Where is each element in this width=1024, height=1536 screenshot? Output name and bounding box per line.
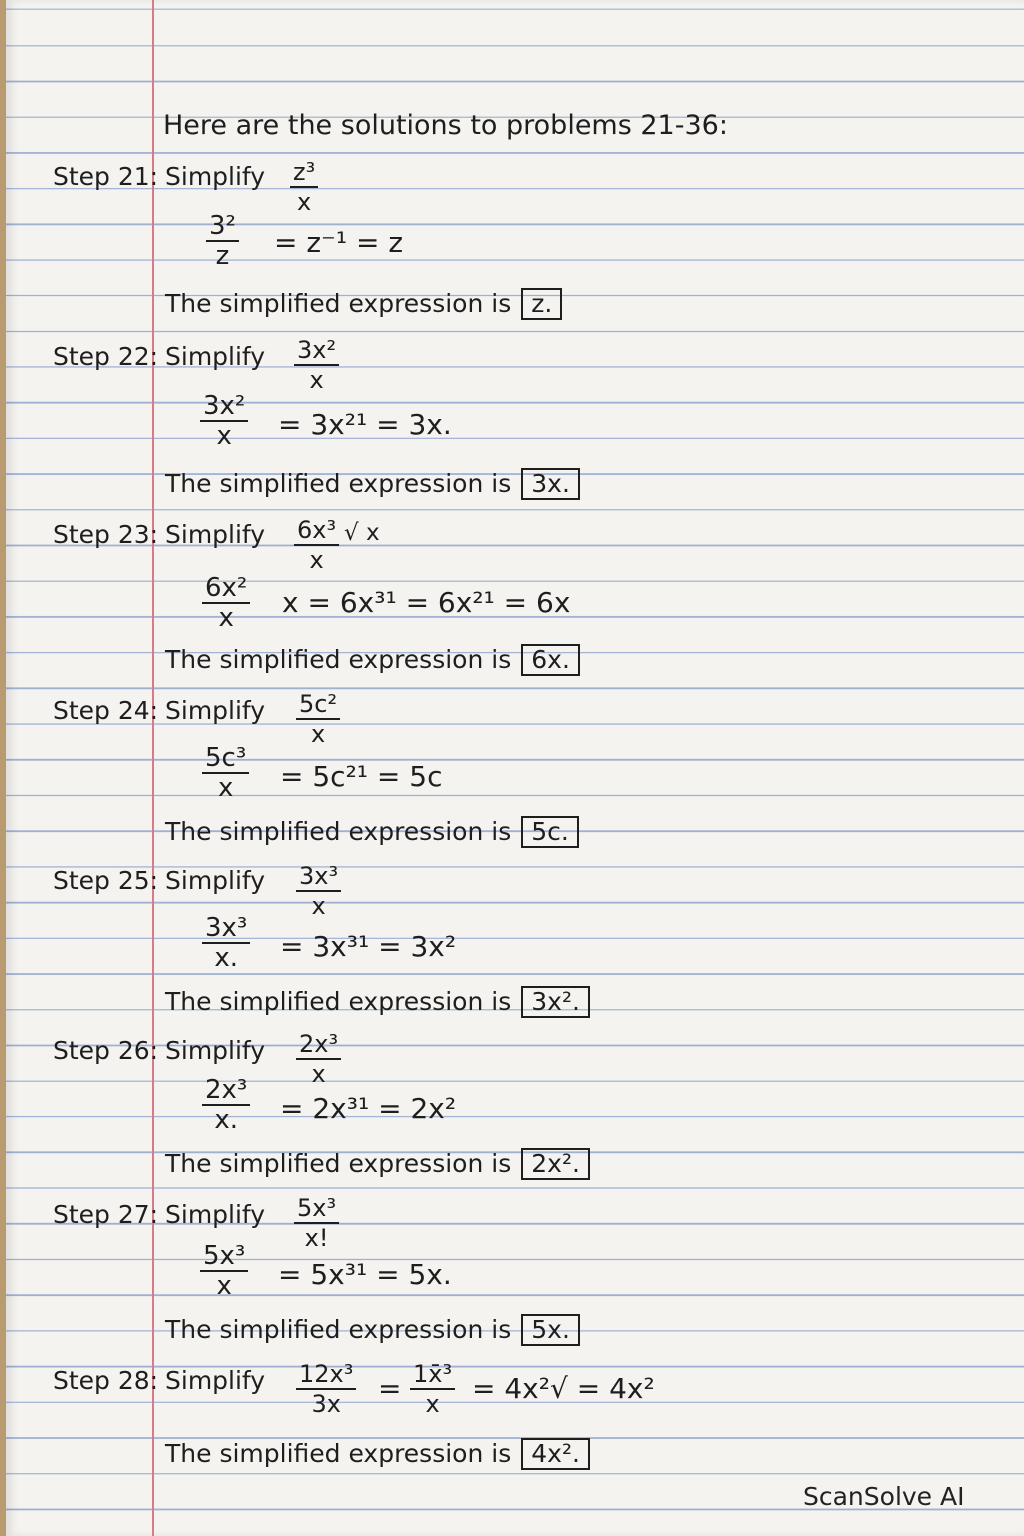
answer-box: 4x². <box>521 1438 590 1470</box>
problem-denominator: x <box>311 892 326 920</box>
problem-numerator: 3x³ <box>296 862 341 892</box>
simplify-text: Simplify <box>165 1366 266 1395</box>
simplify-text: Simplify <box>165 1200 266 1229</box>
work-denominator: x. <box>214 1105 238 1135</box>
work-equation: = 5c²¹ = 5c <box>280 760 443 793</box>
problem-fraction <box>294 1194 339 1252</box>
answer-box: 5x. <box>521 1314 580 1346</box>
problem-denominator: x! <box>304 1224 329 1252</box>
problem-denominator: x <box>311 1060 326 1088</box>
notebook-paper <box>6 0 1024 1536</box>
result-text: The simplified expression is <box>165 289 512 318</box>
work-equation: x = 6x³¹ = 6x²¹ = 6x <box>282 586 571 619</box>
work-numerator: 1x̄³ <box>410 1360 455 1390</box>
answer-box: 6x. <box>521 644 580 676</box>
work-equation: = 3x²¹ = 3x. <box>278 408 452 441</box>
problem-numerator: 2x³ <box>296 1030 341 1060</box>
result-text: The simplified expression is <box>165 1315 512 1344</box>
problem-denominator: x <box>309 366 324 394</box>
work-fraction <box>206 212 239 270</box>
simplify-text: Simplify <box>165 162 266 191</box>
result-line <box>165 986 590 1018</box>
work-fraction <box>202 1076 250 1134</box>
result-line <box>165 1438 590 1470</box>
work-denominator: x <box>216 421 232 451</box>
problem-fraction <box>294 336 339 394</box>
work-denominator: x <box>425 1390 440 1418</box>
simplify-text: Simplify <box>165 1036 266 1065</box>
problem-suffix: √ x <box>344 520 380 546</box>
problem-fraction <box>296 1030 341 1088</box>
work-equation: = 2x³¹ = 2x² <box>280 1092 457 1125</box>
problem-denominator: x <box>310 720 326 748</box>
step-label: Step 22: <box>53 342 159 371</box>
answer-box: 3x². <box>521 986 590 1018</box>
work-fraction <box>200 1242 248 1300</box>
result-text: The simplified expression is <box>165 469 512 498</box>
work-numerator: 3x² <box>200 392 248 422</box>
result-text: The simplified expression is <box>165 1149 512 1178</box>
work-equation: = 5x³¹ = 5x. <box>278 1258 452 1291</box>
result-line <box>165 1148 590 1180</box>
simplify-text: Simplify <box>165 696 266 725</box>
answer-box: 2x². <box>521 1148 590 1180</box>
problem-numerator: 12x³ <box>296 1360 356 1390</box>
work-denominator: x <box>218 603 234 633</box>
work-fraction <box>200 392 248 450</box>
work-equation: = 4x²√ = 4x² <box>472 1372 655 1405</box>
simplify-text: Simplify <box>165 520 266 549</box>
simplify-text: Simplify <box>165 866 266 895</box>
work-fraction <box>202 574 250 632</box>
result-text: The simplified expression is <box>165 1439 512 1468</box>
work-denominator: x <box>216 1271 232 1301</box>
step-label: Step 23: <box>53 520 159 549</box>
problem-numerator: 3x² <box>294 336 339 366</box>
result-line <box>165 816 579 848</box>
equals-sign: = <box>378 1372 402 1405</box>
brand-signature: ScanSolve AI <box>803 1482 965 1511</box>
step-label: Step 26: <box>53 1036 159 1065</box>
work-fraction <box>202 744 249 802</box>
intro-heading: Here are the solutions to problems 21-36: <box>163 110 728 141</box>
step-label: Step 21: <box>53 162 159 191</box>
work-numerator: 5c³ <box>202 744 249 774</box>
work-numerator: 3² <box>206 212 239 242</box>
result-line <box>165 1314 580 1346</box>
work-denominator: x. <box>214 943 238 973</box>
work-denominator: z <box>215 241 230 271</box>
problem-numerator: 5x³ <box>294 1194 339 1224</box>
answer-box: 5c. <box>521 816 579 848</box>
result-line <box>165 644 580 676</box>
answer-box: z. <box>521 288 562 320</box>
margin-line <box>152 0 154 1536</box>
result-text: The simplified expression is <box>165 645 512 674</box>
result-line <box>165 288 562 320</box>
problem-denominator: 3x <box>311 1390 341 1418</box>
problem-fraction <box>296 862 341 920</box>
result-text: The simplified expression is <box>165 817 512 846</box>
problem-fraction <box>296 1360 356 1418</box>
step-label: Step 25: <box>53 866 159 895</box>
simplify-text: Simplify <box>165 342 266 371</box>
work-equation: = z⁻¹ = z <box>274 226 404 259</box>
problem-numerator: 6x³ <box>294 516 339 546</box>
work-numerator: 5x³ <box>200 1242 248 1272</box>
problem-numerator: 5c² <box>296 690 340 720</box>
work-fraction <box>202 914 250 972</box>
problem-denominator: x <box>309 546 324 574</box>
step-label: Step 28: <box>53 1366 159 1395</box>
work-numerator: 6x² <box>202 574 250 604</box>
step-label: Step 24: <box>53 696 159 725</box>
answer-box: 3x. <box>521 468 580 500</box>
problem-fraction <box>290 158 318 216</box>
result-line <box>165 468 580 500</box>
work-numerator: 3x³ <box>202 914 250 944</box>
work-equation: = 3x³¹ = 3x² <box>280 930 457 963</box>
work-denominator: x <box>217 773 234 803</box>
problem-fraction <box>296 690 340 748</box>
problem-denominator: x <box>297 188 312 216</box>
work-numerator: 2x³ <box>202 1076 250 1106</box>
work-fraction <box>410 1360 455 1418</box>
problem-numerator: z³ <box>290 158 318 188</box>
problem-fraction <box>294 516 339 574</box>
step-label: Step 27: <box>53 1200 159 1229</box>
result-text: The simplified expression is <box>165 987 512 1016</box>
